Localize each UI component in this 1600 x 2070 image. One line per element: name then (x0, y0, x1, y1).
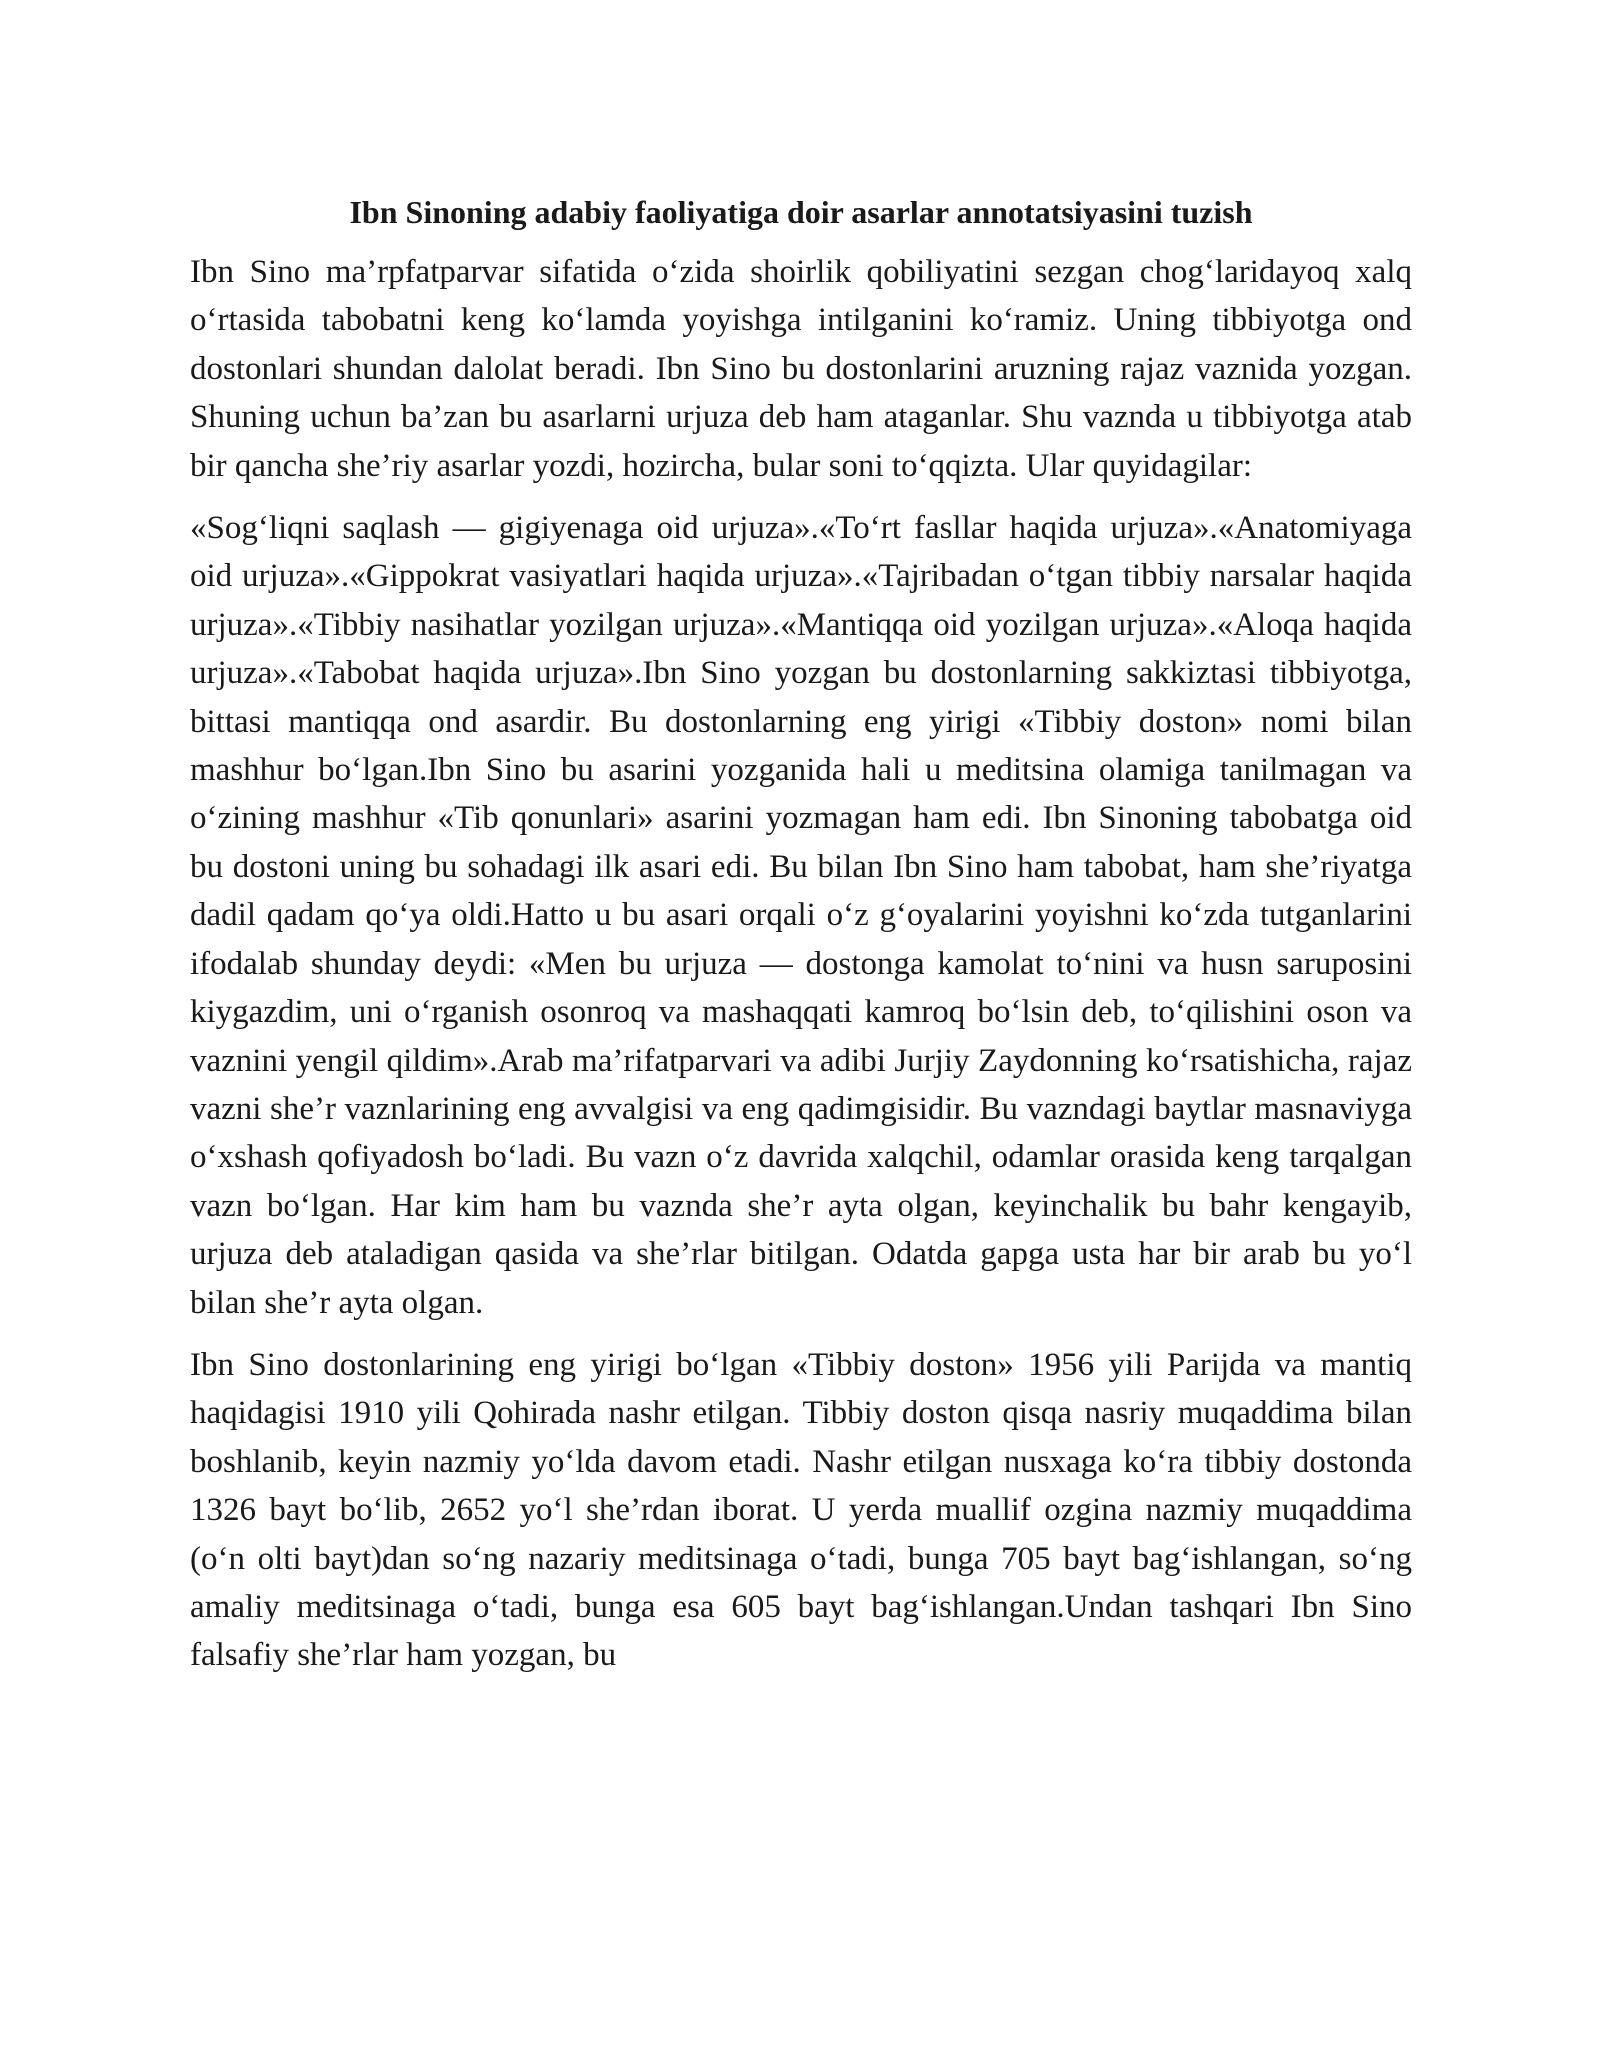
document-body (190, 188, 1412, 1694)
paragraph-tibbiy-doston: Ibn Sino dostonlarining eng yirigi bo‘lgan «Tibbiy doston» 1956 yili Parijda va mantiq haqidagisi 1910 yili Qohirada nashr etilgan. Tibbiy doston qisqa nasriy muqaddima bilan boshlanib, keyin nazmiy yo‘lda davom etadi. Nashr etilgan nusxaga ko‘ra tibbiy dostonda 1326 bayt bo‘lib, 2652 yo‘l she’rdan iborat. U yerda muallif ozgina nazmiy muqaddima (o‘n olti bayt)dan so‘ng nazariy meditsinaga o‘tadi, bunga 705 bayt bag‘ishlangan, so‘ng amaliy meditsinaga o‘tadi, bunga esa 605 bayt bag‘ishlangan.Undan tashqari Ibn Sino falsafiy she’rlar ham yozgan, bu (190, 1346, 1412, 1674)
paragraph-intro: Ibn Sino ma’rpfatparvar sifatida o‘zida shoirlik qobiliyatini sezgan chog‘laridayoq xalq o‘rtasida tabobatni keng ko‘lamda yoyishga intilganini ko‘ramiz. Uning tibbiyotga ond dostonlari shundan dalolat beradi. Ibn Sino bu dostonlarini aruzning rajaz vaznida yozgan. Shuning uchun ba’zan bu asarlarni urjuza deb ham ataganlar. Shu vaznda u tibbiyotga atab bir qancha she’riy asarlar yozdi, hozircha, bular soni to‘qqizta. Ular quyidagilar: (190, 254, 1412, 484)
document-title: Ibn Sinoning adabiy faoliyatiga doir asarlar annotatsiyasini tuzish (349, 194, 1253, 230)
paragraph-urjuza-list: «Sog‘liqni saqlash — gigiyenaga oid urjuza».«To‘rt fasllar haqida urjuza».«Anatomiyaga oid urjuza».«Gippokrat vasiyatlari haqida urjuza».«Tajribadan o‘tgan tibbiy narsalar haqida urjuza».«Tibbiy nasihatlar yozilgan urjuza».«Mantiqqa oid yozilgan urjuza».«Aloqa haqida urjuza».«Tabobat haqida urjuza».Ibn Sino yozgan bu dostonlarning sakkiztasi tibbiyotga, bittasi mantiqqa ond asardir. Bu dostonlarning eng yirigi «Tibbiy doston» nomi bilan mashhur bo‘lgan.Ibn Sino bu asarini yozganida hali u meditsina olamiga tanilmagan va o‘zining mashhur «Tib qonunlari» asarini yozmagan ham edi. Ibn Sinoning tabobatga oid bu dostoni uning bu sohadagi ilk asari edi. Bu bilan Ibn Sino ham tabobat, ham she’riyatga dadil qadam qo‘ya oldi.Hatto u bu asari orqali o‘z g‘oyalarini yoyishni ko‘zda tutganlarini ifodalab shunday deydi: «Men bu urjuza — dostonga kamolat to‘nini va husn saruposini kiygazdim, uni o‘rganish osonroq va mashaqqati kamroq bo‘lsin deb, to‘qilishini oson va vaznini yengil qildim».Arab ma’rifatparvari va adibi Jurjiy Zaydonning ko‘rsatishicha, rajaz vazni she’r vaznlarining eng avvalgisi va eng qadimgisidir. Bu vazndagi baytlar masnaviyga o‘xshash qofiyadosh bo‘ladi. Bu vazn o‘z davrida xalqchil, odamlar orasida keng tarqalgan vazn bo‘lgan. Har kim ham bu vaznda she’r ayta olgan, keyinchalik bu bahr kengayib, urjuza deb ataladigan qasida va she’rlar bitilgan. Odatda gapga usta har bir arab bu yo‘l bilan she’r ayta olgan. (190, 510, 1412, 1321)
